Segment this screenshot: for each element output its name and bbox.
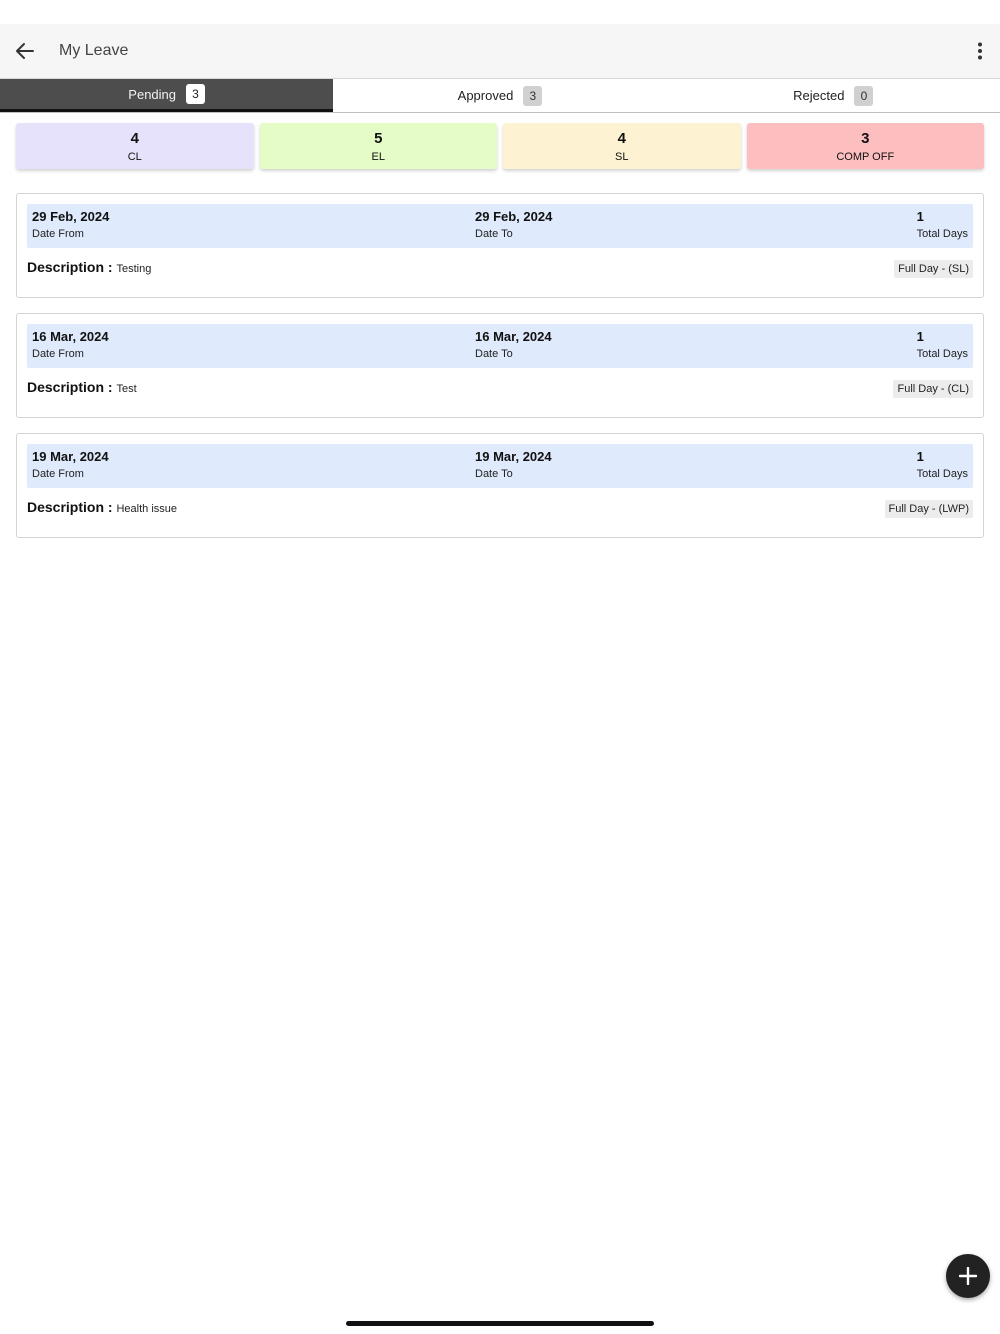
page-title: My Leave — [59, 42, 129, 59]
leave-request-list — [16, 193, 984, 553]
date-from — [32, 449, 109, 480]
balance-label: EL — [371, 150, 385, 163]
date-to-label: Date To — [475, 228, 513, 240]
description-row — [27, 488, 973, 528]
tab-pending[interactable] — [0, 79, 333, 112]
leave-type-badge: Full Day - (CL) — [893, 380, 973, 398]
total-days — [917, 449, 968, 480]
leave-request-card[interactable] — [16, 193, 984, 298]
more-vertical-icon — [977, 42, 983, 60]
more-options-button[interactable] — [966, 36, 994, 66]
date-from-label: Date From — [32, 348, 84, 360]
leave-request-card[interactable] — [16, 433, 984, 538]
date-strip — [27, 324, 973, 368]
description-row — [27, 368, 973, 408]
tab-label: Approved — [457, 88, 514, 103]
tab-rejected[interactable] — [667, 79, 1000, 112]
tab-count-badge: 3 — [186, 84, 205, 104]
back-button[interactable] — [10, 36, 40, 66]
balance-count: 4 — [130, 129, 139, 147]
total-days-label: Total Days — [916, 228, 968, 240]
add-leave-button[interactable] — [946, 1254, 990, 1298]
leave-request-card[interactable] — [16, 313, 984, 418]
balance-card-cl — [16, 123, 254, 169]
app-bar — [0, 24, 1000, 78]
date-to — [475, 449, 552, 480]
tab-label: Pending — [128, 86, 177, 102]
description-text: Testing — [116, 263, 152, 275]
balance-label: SL — [615, 150, 629, 163]
arrow-left-icon — [15, 41, 35, 61]
date-from-label: Date From — [32, 468, 84, 480]
description — [27, 259, 151, 275]
description — [27, 379, 137, 395]
balance-card-comp-off — [747, 123, 985, 169]
balance-count: 3 — [861, 129, 870, 147]
balance-count: 4 — [617, 129, 626, 147]
date-to — [475, 329, 552, 360]
balance-label: CL — [127, 150, 142, 163]
date-from-value: 16 Mar, 2024 — [32, 329, 109, 344]
date-to-label: Date To — [475, 348, 513, 360]
date-strip — [27, 444, 973, 488]
date-to-value: 19 Mar, 2024 — [475, 449, 552, 464]
total-days-label: Total Days — [916, 348, 968, 360]
tab-count-badge: 0 — [854, 86, 873, 106]
leave-balance-summary — [16, 123, 984, 169]
tab-label: Rejected — [793, 88, 845, 103]
balance-label: COMP OFF — [836, 150, 895, 163]
total-days-value: 1 — [916, 329, 924, 344]
balance-card-sl — [503, 123, 741, 169]
total-days — [917, 329, 968, 360]
balance-count: 5 — [374, 129, 383, 147]
description — [27, 499, 177, 515]
total-days-value: 1 — [916, 449, 924, 464]
date-from — [32, 329, 109, 360]
tab-approved[interactable] — [333, 79, 666, 112]
balance-card-el — [260, 123, 498, 169]
date-to — [475, 209, 552, 240]
date-to-label: Date To — [475, 468, 513, 480]
leave-type-badge: Full Day - (SL) — [894, 260, 973, 278]
date-strip — [27, 204, 973, 248]
description-row — [27, 248, 973, 288]
plus-icon — [959, 1267, 977, 1285]
date-from — [32, 209, 109, 240]
date-from-value: 29 Feb, 2024 — [32, 209, 110, 224]
leave-status-tabs — [0, 78, 1000, 113]
total-days-label: Total Days — [916, 468, 968, 480]
description-label: Description : — [27, 379, 113, 395]
description-label: Description : — [27, 499, 113, 515]
date-to-value: 29 Feb, 2024 — [475, 209, 553, 224]
leave-type-badge: Full Day - (LWP) — [885, 500, 973, 518]
description-text: Test — [116, 383, 137, 395]
tab-count-badge: 3 — [523, 86, 542, 106]
home-indicator — [346, 1321, 654, 1326]
status-bar — [0, 0, 1000, 24]
total-days — [917, 209, 968, 240]
date-to-value: 16 Mar, 2024 — [475, 329, 552, 344]
description-text: Health issue — [116, 503, 178, 515]
date-from-label: Date From — [32, 228, 84, 240]
date-from-value: 19 Mar, 2024 — [32, 449, 109, 464]
total-days-value: 1 — [916, 209, 924, 224]
description-label: Description : — [27, 259, 113, 275]
